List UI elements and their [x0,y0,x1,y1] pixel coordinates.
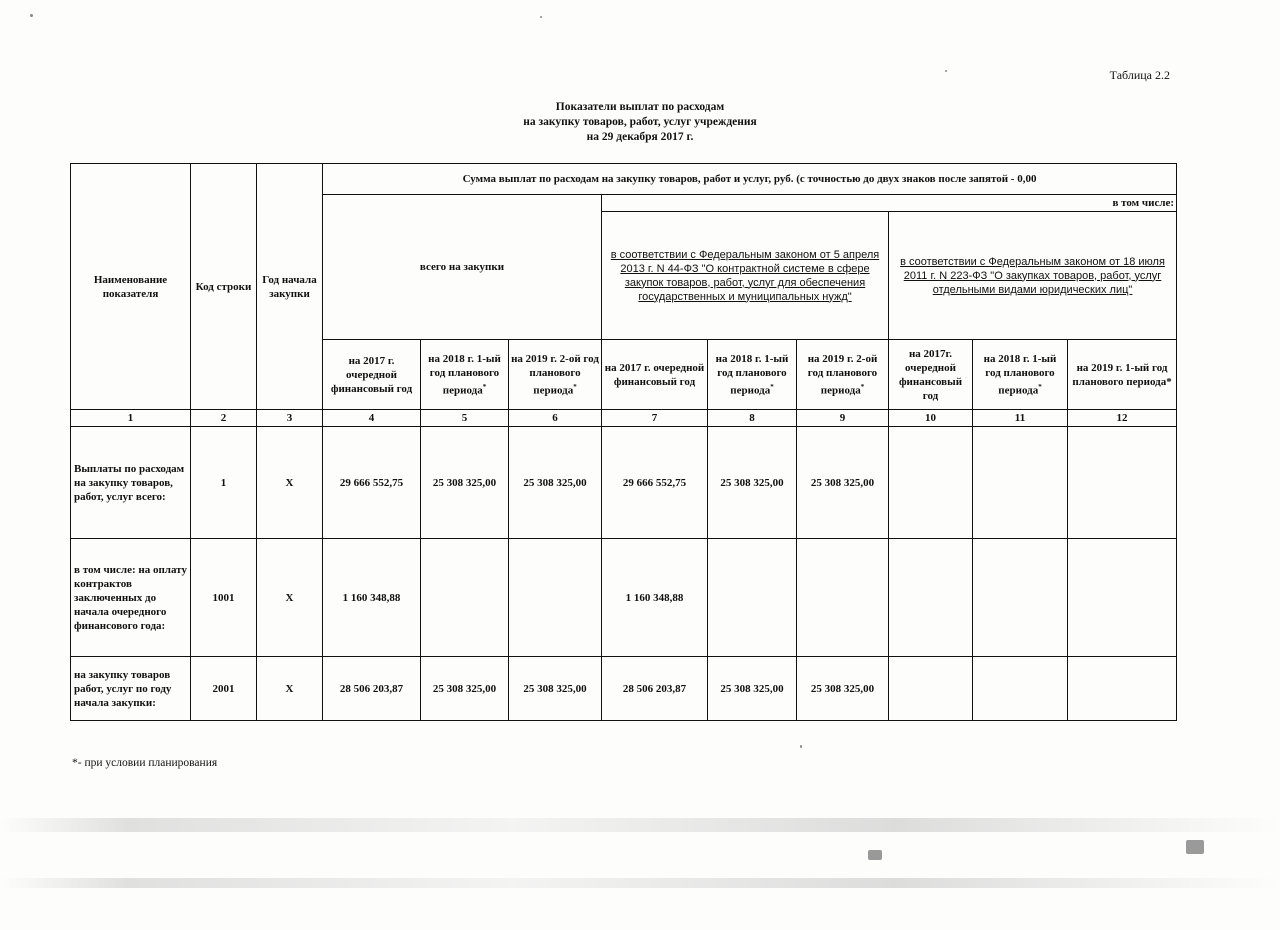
col-number-1: 1 [71,410,191,427]
col-number-3: 3 [257,410,323,427]
cell-c11 [973,657,1068,721]
cell-c8: 25 308 325,00 [708,657,797,721]
row-label: Выплаты по расходам на закупку товаров, работ, услуг всего: [71,427,191,539]
scan-speck [868,850,882,860]
row-code: 1001 [191,539,257,657]
document-title [0,100,1280,145]
cell-c11 [973,427,1068,539]
cell-c4: 1 160 348,88 [323,539,421,657]
subheader-c7: на 2017 г. очередной финансовый год [602,340,708,410]
subheader-c4: на 2017 г. очередной финансовый год [323,340,421,410]
col-number-2: 2 [191,410,257,427]
row-label: в том числе: на оплату контрактов заключенных до начала очередного финансового года: [71,539,191,657]
subheader-c10: на 2017г. очередной финансовый год [889,340,973,410]
cell-c11 [973,539,1068,657]
cell-c9 [797,539,889,657]
cell-c9: 25 308 325,00 [797,427,889,539]
scan-noise-band [0,818,1280,832]
col-number-11: 11 [973,410,1068,427]
scan-speck [1186,840,1204,854]
cell-c10 [889,539,973,657]
cell-c6: 25 308 325,00 [509,427,602,539]
col-number-4: 4 [323,410,421,427]
row-year: Х [257,539,323,657]
table-number: Таблица 2.2 [1109,68,1170,82]
table-row [71,539,1177,657]
cell-c5: 25 308 325,00 [421,427,509,539]
cell-c7: 29 666 552,75 [602,427,708,539]
header-sum: Сумма выплат по расходам на закупку товаров, работ и услуг, руб. (с точностью до двух знаков после запятой - 0,00 [323,164,1177,195]
subheader-c5: на 2018 г. 1-ый год планового периода* [421,340,509,410]
cell-c6: 25 308 325,00 [509,657,602,721]
header-law-44: в соответствии с Федеральным законом от 5 апреля 2013 г. N 44-ФЗ "О контрактной системе в сфере закупок товаров, работ, услуг для обеспечения государственных и муниципальных нужд" [602,212,889,340]
title-line-2: на закупку товаров, работ, услуг учреждения [523,116,757,128]
header-code: Код строки [191,164,257,410]
scan-noise-band [0,878,1280,888]
col-number-7: 7 [602,410,708,427]
col-number-6: 6 [509,410,602,427]
row-year: Х [257,657,323,721]
subheader-c8: на 2018 г. 1-ый год планового периода* [708,340,797,410]
row-code: 1 [191,427,257,539]
scan-speck [30,14,33,17]
cell-c10 [889,657,973,721]
cell-c8: 25 308 325,00 [708,427,797,539]
cell-c4: 28 506 203,87 [323,657,421,721]
cell-c12 [1068,657,1177,721]
cell-c7: 28 506 203,87 [602,657,708,721]
cell-c9: 25 308 325,00 [797,657,889,721]
scan-speck [540,16,542,18]
row-code: 2001 [191,657,257,721]
col-number-10: 10 [889,410,973,427]
cell-c7: 1 160 348,88 [602,539,708,657]
col-number-8: 8 [708,410,797,427]
scan-speck [945,70,947,72]
cell-c5 [421,539,509,657]
subheader-c9: на 2019 г. 2-ой год планового периода* [797,340,889,410]
column-numbers-row [71,410,1177,427]
cell-c4: 29 666 552,75 [323,427,421,539]
table-row [71,427,1177,539]
header-row-1 [71,164,1177,195]
subheader-c6: на 2019 г. 2-ой год планового периода* [509,340,602,410]
table-row [71,657,1177,721]
cell-c12 [1068,427,1177,539]
cell-c12 [1068,539,1177,657]
title-line-3: на 29 декабря 2017 г. [586,131,694,143]
col-number-9: 9 [797,410,889,427]
header-total: всего на закупки [323,195,602,340]
header-year: Год начала закупки [257,164,323,410]
cell-c8 [708,539,797,657]
subheader-c12: на 2019 г. 1-ый год планового периода* [1068,340,1177,410]
header-including: в том числе: [602,195,1177,212]
scan-speck [800,745,802,748]
cell-c5: 25 308 325,00 [421,657,509,721]
payments-table [70,163,1177,721]
cell-c10 [889,427,973,539]
row-label: на закупку товаров работ, услуг по году начала закупки: [71,657,191,721]
header-name: Наименование показателя [71,164,191,410]
title-line-1: Показатели выплат по расходам [555,101,725,113]
row-year: Х [257,427,323,539]
footnote: *- при условии планирования [72,757,218,769]
header-law-223: в соответствии с Федеральным законом от 18 июля 2011 г. N 223-ФЗ "О закупках товаров, работ, услуг отдельными видами юридических лиц" [889,212,1177,340]
subheader-c11: на 2018 г. 1-ый год планового периода* [973,340,1068,410]
col-number-12: 12 [1068,410,1177,427]
col-number-5: 5 [421,410,509,427]
cell-c6 [509,539,602,657]
